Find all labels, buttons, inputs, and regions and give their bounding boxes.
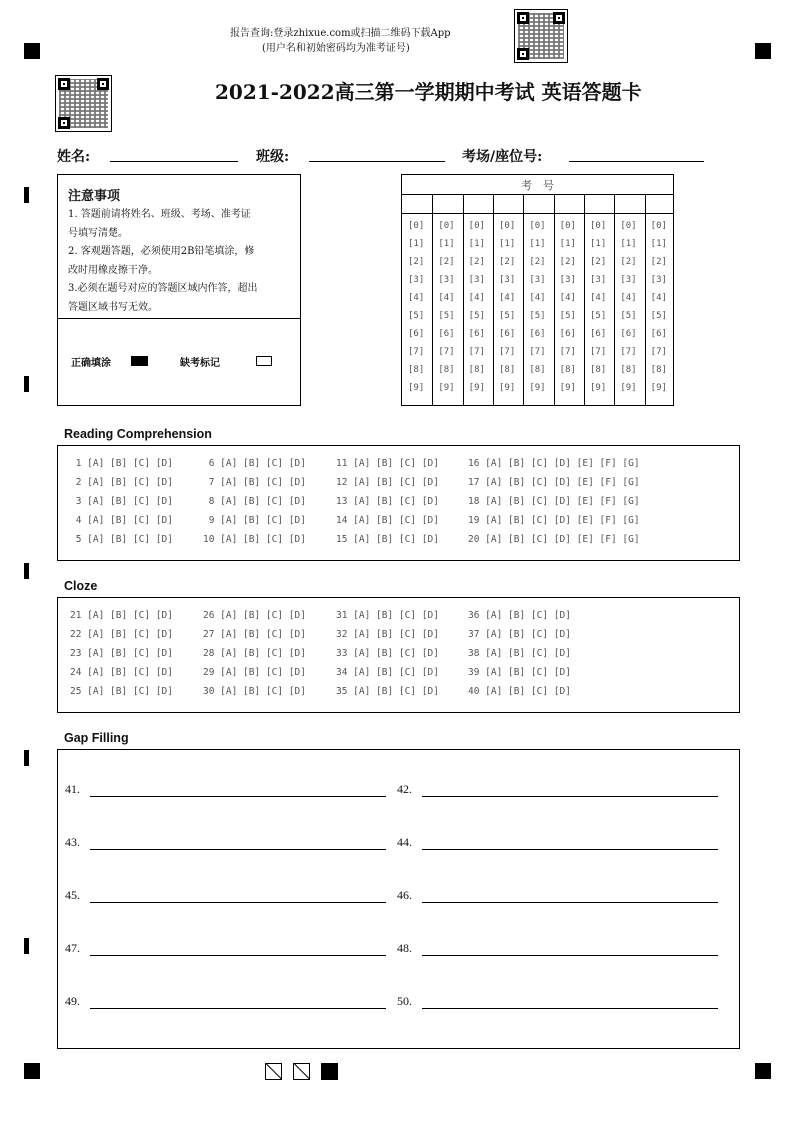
answer-row[interactable]: 33 [A] [B] [C] [D] <box>336 648 439 659</box>
exam-digit-bubble[interactable]: [8] <box>559 365 576 375</box>
timing-mark <box>24 563 29 579</box>
answer-row[interactable]: 24 [A] [B] [C] [D] <box>70 667 173 678</box>
gap-item-number: 48. <box>397 941 412 955</box>
exam-digit-bubble[interactable]: [6] <box>559 329 576 339</box>
header-notice-line1: 报告查询:登录zhixue.com或扫描二维码下载App <box>230 28 451 39</box>
exam-digit-bubble[interactable]: [0] <box>468 221 485 231</box>
exam-digit-bubble[interactable]: [0] <box>408 221 425 231</box>
timing-mark <box>24 938 29 954</box>
answer-row[interactable]: 8 [A] [B] [C] [D] <box>203 496 306 507</box>
exam-number-grid <box>401 174 674 406</box>
exam-digit-bubble[interactable]: [0] <box>620 221 637 231</box>
corner-mark-top-right <box>755 43 771 59</box>
answer-row[interactable]: 38 [A] [B] [C] [D] <box>468 648 571 659</box>
answer-row[interactable]: 6 [A] [B] [C] [D] <box>203 458 306 469</box>
exam-digit-bubble[interactable]: [2] <box>590 257 607 267</box>
absent-mark-label: 缺考标记 <box>180 358 220 369</box>
exam-digit-bubble[interactable]: [6] <box>529 329 546 339</box>
answer-row[interactable]: 17 [A] [B] [C] [D] [E] [F] [G] <box>468 477 640 488</box>
exam-digit-bubble[interactable]: [7] <box>559 347 576 357</box>
answer-row[interactable]: 31 [A] [B] [C] [D] <box>336 610 439 621</box>
answer-row[interactable]: 16 [A] [B] [C] [D] [E] [F] [G] <box>468 458 640 469</box>
answer-row[interactable]: 12 [A] [B] [C] [D] <box>336 477 439 488</box>
exam-digit-bubble[interactable]: [9] <box>650 383 667 393</box>
exam-digit-bubble[interactable]: [2] <box>468 257 485 267</box>
answer-row[interactable]: 30 [A] [B] [C] [D] <box>203 686 306 697</box>
correct-fill-label: 正确填涂 <box>71 358 111 369</box>
exam-digit-bubble[interactable]: [3] <box>620 275 637 285</box>
gap-item-number: 45. <box>65 888 80 902</box>
answer-row[interactable]: 36 [A] [B] [C] [D] <box>468 610 571 621</box>
app-qr-code <box>514 9 568 63</box>
exam-digit-bubble[interactable]: [7] <box>529 347 546 357</box>
gap-answer-line[interactable] <box>422 796 718 797</box>
answer-row[interactable]: 27 [A] [B] [C] [D] <box>203 629 306 640</box>
exam-digit-bubble[interactable]: [8] <box>650 365 667 375</box>
exam-digit-bubble[interactable]: [1] <box>529 239 546 249</box>
timing-mark <box>24 187 29 203</box>
gap-answer-line[interactable] <box>90 902 386 903</box>
exam-digit-bubble[interactable]: [6] <box>408 329 425 339</box>
exam-digit-bubble[interactable]: [3] <box>529 275 546 285</box>
corner-mark-top-left <box>24 43 40 59</box>
exam-digit-bubble[interactable]: [4] <box>438 293 455 303</box>
exam-digit-bubble[interactable]: [5] <box>499 311 516 321</box>
exam-digit-bubble[interactable]: [3] <box>559 275 576 285</box>
exam-digit-bubble[interactable]: [5] <box>590 311 607 321</box>
exam-digit-bubble[interactable]: [8] <box>438 365 455 375</box>
gap-item-number: 50. <box>397 994 412 1008</box>
gap-item-number: 46. <box>397 888 412 902</box>
exam-digit-bubble[interactable]: [0] <box>559 221 576 231</box>
reading-section-title: Reading Comprehension <box>64 427 212 441</box>
exam-digit-bubble[interactable]: [5] <box>650 311 667 321</box>
gap-answer-line[interactable] <box>90 849 386 850</box>
exam-digit-bubble[interactable]: [3] <box>499 275 516 285</box>
answer-row[interactable]: 22 [A] [B] [C] [D] <box>70 629 173 640</box>
seat-label: 考场/座位号: <box>462 149 543 165</box>
answer-row[interactable]: 26 [A] [B] [C] [D] <box>203 610 306 621</box>
answer-row[interactable]: 21 [A] [B] [C] [D] <box>70 610 173 621</box>
answer-row[interactable]: 20 [A] [B] [C] [D] [E] [F] [G] <box>468 534 640 545</box>
exam-digit-bubble[interactable]: [3] <box>468 275 485 285</box>
exam-digit-bubble[interactable]: [1] <box>438 239 455 249</box>
class-label: 班级: <box>256 149 290 165</box>
exam-digit-bubble[interactable]: [4] <box>650 293 667 303</box>
header-notice-line2: (用户名和初始密码均为准考证号) <box>262 43 410 54</box>
answer-row[interactable]: 1 [A] [B] [C] [D] <box>70 458 173 469</box>
answer-row[interactable]: 18 [A] [B] [C] [D] [E] [F] [G] <box>468 496 640 507</box>
exam-digit-bubble[interactable]: [4] <box>559 293 576 303</box>
gap-item-number: 49. <box>65 994 80 1008</box>
seat-field[interactable] <box>569 161 704 162</box>
exam-digit-bubble[interactable]: [6] <box>590 329 607 339</box>
answer-row[interactable]: 9 [A] [B] [C] [D] <box>203 515 306 526</box>
corner-mark-bottom-right <box>755 1063 771 1079</box>
notes-line: 改时用橡皮擦干净。 <box>68 264 158 276</box>
answer-row[interactable]: 4 [A] [B] [C] [D] <box>70 515 173 526</box>
exam-digit-bubble[interactable]: [0] <box>438 221 455 231</box>
exam-digit-bubble[interactable]: [7] <box>438 347 455 357</box>
exam-digit-bubble[interactable]: [8] <box>499 365 516 375</box>
exam-digit-bubble[interactable]: [8] <box>590 365 607 375</box>
gap-answer-line[interactable] <box>422 955 718 956</box>
notes-line: 2. 客观题答题，必须使用2B铅笔填涂，修 <box>68 246 255 257</box>
cloze-section-title: Cloze <box>64 579 98 593</box>
answer-row[interactable]: 37 [A] [B] [C] [D] <box>468 629 571 640</box>
gap-answer-line[interactable] <box>90 955 386 956</box>
exam-digit-bubble[interactable]: [1] <box>590 239 607 249</box>
gap-item-number: 47. <box>65 941 80 955</box>
gap-section-title: Gap Filling <box>64 731 129 745</box>
exam-digit-bubble[interactable]: [7] <box>590 347 607 357</box>
cloze-answer-box <box>57 597 740 713</box>
notes-line: 3.必须在题号对应的答题区域内作答，超出 <box>68 283 258 294</box>
notes-line: 1. 答题前请将姓名、班级、考场、准考证 <box>68 209 251 220</box>
exam-digit-bubble[interactable]: [9] <box>468 383 485 393</box>
exam-digit-bubble[interactable]: [1] <box>620 239 637 249</box>
gap-item-number: 42. <box>397 782 412 796</box>
exam-digit-bubble[interactable]: [2] <box>559 257 576 267</box>
exam-digit-bubble[interactable]: [9] <box>408 383 425 393</box>
gap-answer-line[interactable] <box>90 796 386 797</box>
exam-digit-bubble[interactable]: [6] <box>499 329 516 339</box>
answer-row[interactable]: 13 [A] [B] [C] [D] <box>336 496 439 507</box>
answer-row[interactable]: 11 [A] [B] [C] [D] <box>336 458 439 469</box>
answer-row[interactable]: 15 [A] [B] [C] [D] <box>336 534 439 545</box>
exam-digit-bubble[interactable]: [9] <box>529 383 546 393</box>
gap-answer-line[interactable] <box>422 1008 718 1009</box>
exam-digit-bubble[interactable]: [7] <box>499 347 516 357</box>
exam-digit-bubble[interactable]: [7] <box>468 347 485 357</box>
exam-digit-bubble[interactable]: [8] <box>620 365 637 375</box>
corner-mark-bottom-left <box>24 1063 40 1079</box>
notes-line: 号填写清楚。 <box>68 227 128 239</box>
exam-digit-bubble[interactable]: [3] <box>438 275 455 285</box>
exam-digit-bubble[interactable]: [9] <box>620 383 637 393</box>
exam-digit-bubble[interactable]: [1] <box>650 239 667 249</box>
exam-digit-bubble[interactable]: [8] <box>468 365 485 375</box>
answer-row[interactable]: 5 [A] [B] [C] [D] <box>70 534 173 545</box>
answer-row[interactable]: 23 [A] [B] [C] [D] <box>70 648 173 659</box>
exam-digit-bubble[interactable]: [9] <box>499 383 516 393</box>
exam-digit-bubble[interactable]: [4] <box>590 293 607 303</box>
exam-digit-bubble[interactable]: [2] <box>438 257 455 267</box>
answer-row[interactable]: 34 [A] [B] [C] [D] <box>336 667 439 678</box>
exam-digit-bubble[interactable]: [2] <box>408 257 425 267</box>
exam-number-header: 考 号 <box>521 179 554 192</box>
exam-digit-bubble[interactable]: [4] <box>499 293 516 303</box>
exam-digit-bubble[interactable]: [6] <box>650 329 667 339</box>
page-title: 2021-2022高三第一学期期中考试 英语答题卡 <box>215 80 642 104</box>
class-field[interactable] <box>309 161 445 162</box>
answer-row[interactable]: 7 [A] [B] [C] [D] <box>203 477 306 488</box>
exam-digit-bubble[interactable]: [8] <box>408 365 425 375</box>
exam-digit-bubble[interactable]: [0] <box>590 221 607 231</box>
exam-digit-bubble[interactable]: [3] <box>650 275 667 285</box>
answer-row[interactable]: 10 [A] [B] [C] [D] <box>203 534 306 545</box>
exam-digit-bubble[interactable]: [0] <box>529 221 546 231</box>
exam-digit-bubble[interactable]: [6] <box>438 329 455 339</box>
exam-digit-bubble[interactable]: [5] <box>468 311 485 321</box>
exam-digit-bubble[interactable]: [5] <box>408 311 425 321</box>
exam-digit-bubble[interactable]: [1] <box>559 239 576 249</box>
exam-digit-bubble[interactable]: [5] <box>620 311 637 321</box>
answer-row[interactable]: 25 [A] [B] [C] [D] <box>70 686 173 697</box>
answer-row[interactable]: 35 [A] [B] [C] [D] <box>336 686 439 697</box>
answer-row[interactable]: 28 [A] [B] [C] [D] <box>203 648 306 659</box>
exam-digit-bubble[interactable]: [2] <box>650 257 667 267</box>
gap-answer-line[interactable] <box>90 1008 386 1009</box>
answer-row[interactable]: 19 [A] [B] [C] [D] [E] [F] [G] <box>468 515 640 526</box>
gap-answer-line[interactable] <box>422 902 718 903</box>
answer-row[interactable]: 32 [A] [B] [C] [D] <box>336 629 439 640</box>
notes-box <box>57 174 301 406</box>
exam-digit-bubble[interactable]: [7] <box>408 347 425 357</box>
exam-digit-bubble[interactable]: [4] <box>529 293 546 303</box>
gap-item-number: 44. <box>397 835 412 849</box>
exam-digit-bubble[interactable]: [2] <box>499 257 516 267</box>
exam-digit-bubble[interactable]: [3] <box>408 275 425 285</box>
exam-digit-bubble[interactable]: [5] <box>559 311 576 321</box>
gap-item-number: 41. <box>65 782 80 796</box>
exam-digit-bubble[interactable]: [9] <box>438 383 455 393</box>
page-mark-slashed <box>293 1063 310 1080</box>
exam-digit-bubble[interactable]: [0] <box>650 221 667 231</box>
exam-digit-bubble[interactable]: [5] <box>438 311 455 321</box>
gap-answer-box <box>57 749 740 1049</box>
exam-digit-bubble[interactable]: [4] <box>408 293 425 303</box>
notes-divider <box>58 318 300 319</box>
notes-title: 注意事项 <box>68 189 121 204</box>
exam-digit-bubble[interactable]: [2] <box>620 257 637 267</box>
exam-digit-bubble[interactable]: [6] <box>468 329 485 339</box>
absent-mark-box[interactable] <box>256 356 272 366</box>
exam-digit-bubble[interactable]: [7] <box>650 347 667 357</box>
exam-digit-bubble[interactable]: [9] <box>590 383 607 393</box>
exam-digit-bubble[interactable]: [8] <box>529 365 546 375</box>
answer-row[interactable]: 40 [A] [B] [C] [D] <box>468 686 571 697</box>
exam-digit-bubble[interactable]: [6] <box>620 329 637 339</box>
notes-line: 答题区域书写无效。 <box>68 301 158 313</box>
exam-digit-bubble[interactable]: [1] <box>408 239 425 249</box>
exam-digit-bubble[interactable]: [5] <box>529 311 546 321</box>
answer-row[interactable]: 2 [A] [B] [C] [D] <box>70 477 173 488</box>
correct-fill-sample <box>131 356 148 366</box>
exam-digit-bubble[interactable]: [3] <box>590 275 607 285</box>
page-mark-slashed <box>265 1063 282 1080</box>
exam-digit-bubble[interactable]: [4] <box>620 293 637 303</box>
name-field[interactable] <box>110 161 238 162</box>
answer-row[interactable]: 3 [A] [B] [C] [D] <box>70 496 173 507</box>
reading-answer-box <box>57 445 740 561</box>
exam-digit-bubble[interactable]: [2] <box>529 257 546 267</box>
gap-item-number: 43. <box>65 835 80 849</box>
name-label: 姓名: <box>57 149 91 165</box>
answer-row[interactable]: 14 [A] [B] [C] [D] <box>336 515 439 526</box>
exam-digit-bubble[interactable]: [1] <box>499 239 516 249</box>
answer-row[interactable]: 39 [A] [B] [C] [D] <box>468 667 571 678</box>
timing-mark <box>24 376 29 392</box>
answer-row[interactable]: 29 [A] [B] [C] [D] <box>203 667 306 678</box>
exam-digit-bubble[interactable]: [0] <box>499 221 516 231</box>
exam-digit-bubble[interactable]: [7] <box>620 347 637 357</box>
gap-answer-line[interactable] <box>422 849 718 850</box>
student-qr-code <box>55 75 112 132</box>
page-mark-filled <box>321 1063 338 1080</box>
exam-digit-bubble[interactable]: [1] <box>468 239 485 249</box>
timing-mark <box>24 750 29 766</box>
exam-digit-bubble[interactable]: [4] <box>468 293 485 303</box>
exam-digit-bubble[interactable]: [9] <box>559 383 576 393</box>
